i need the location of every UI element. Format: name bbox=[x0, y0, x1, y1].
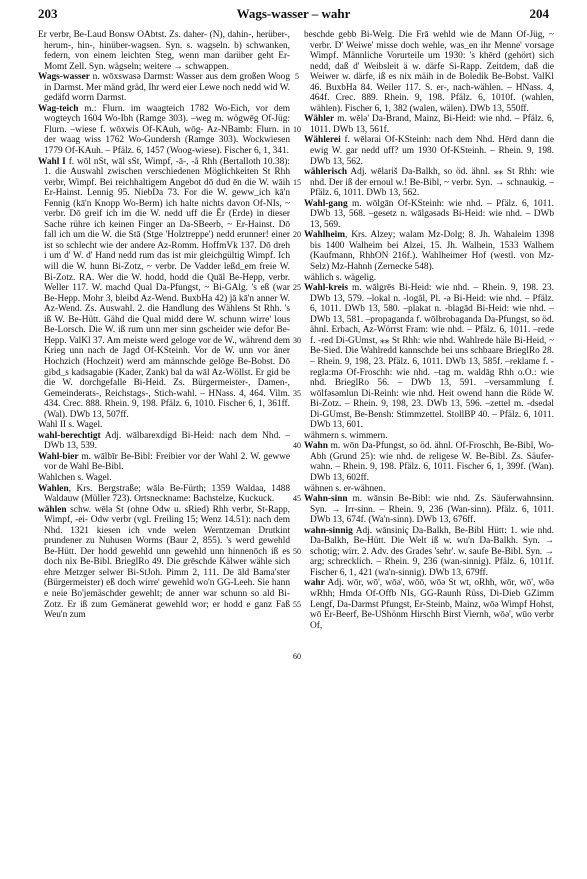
entry-text: Adj. wēlariš Da-Balkh, so öd. ähnl. ⁎⁎ St Rhh: wie nhd. Der iß der ernoul w.! Be-Bibl, ~ verbr. Syn. → schnaukig. – Pfälz. 6, 1011. DWb 13, 562. bbox=[310, 167, 554, 199]
dictionary-entry bbox=[304, 30, 554, 114]
entry-text: m. wālbīr Be-Bibl: Freibier vor der Wahl 2. W. gewwe vor de Wahl Be-Bibl. bbox=[44, 451, 290, 473]
entry-headword: Wahl-kreis bbox=[304, 283, 348, 294]
entry-text: m.: Flurn. im waagteich 1782 Wo-Eich, vor dem wogteych 1604 Wo-Ibh (Ramge 303). –weg m. wögwēg Of-Jüg: Flurn. –wiese f. wōxwis Of-KAuh, wōg- Az-NBamb: Flurn. in der waag wiss 1762 Wo-Gundersh (Ramge 303). Wockwiesen 1779 Of-KAuh. – Pfälz. 6, 1457 (Woog-wiese). Fischer 6, 1, 341. bbox=[44, 103, 290, 157]
entry-text: Adj. wālbarexdigd Bi-Heid: nach dem Nhd. – DWb 13, 539. bbox=[44, 430, 290, 452]
entry-text: m. wēlə' Da-Brand, Mainz, Bi-Heid: wie nhd. – Pfälz. 6, 1011. DWb 13, 561f. bbox=[310, 114, 554, 135]
entry-headword: Wag-teich bbox=[38, 103, 79, 114]
entry-text: m. wālgrēs Bi-Heid: wie nhd. – Rhein. 9, 198. 23. DWb 13, 579. –lokal n. -logāl, Pl. -ə Bi-Heid: wie nhd. – Pfälz. 6, 1011. DWb 13, 580. –plakat n. -blagād Bi-Heid: wie nhd. – DWb 13, 581. –propaganda f. wōlbrobaganda Da-Pfungst, so öd. ähnl. Erbach, Az-Wörrst Fram: wie nhd. – Pfälz. 6, 1011. –rede f. -red Di-GUmst, ⁎⁎ St Rhh: wie nhd. Wahlrede häle Bi-Heid, ~ Be-Sied. Die Wahlredd kannschde bei uns schbaare BrieglRo 28. – Rhein. 9, 198, 23. Pfälz. 6, 1011. DWb 13, 585f. –reklame f. -regla:mə Of-Froschh: wie nhd. –tag m. waldāg Rhh o.O.: wie nhd. BrieglRo 56. – DWb 13, 591. –versammlung f. wōlfəsəmlun Di-Reinh: wie nhd. Heit owend hann die Röde W. Bi-Zotz. – Rhein. 9, 198, 23. DWb 13, 596. –zettel m. -dsedəl Di-GUmst, Be-Bensh: Stimmzettel. StollBP 40. – Pfälz. 6, 1011. DWb 13, 601. bbox=[310, 283, 554, 431]
dictionary-entry bbox=[38, 104, 290, 157]
dictionary-entry bbox=[304, 431, 554, 442]
line-number: 15 bbox=[293, 177, 301, 187]
entry-headword: Wählerei bbox=[304, 135, 341, 146]
entry-text: wähmern s. wimmern. bbox=[304, 430, 388, 441]
entry-headword: Wähler bbox=[304, 114, 335, 125]
running-head: Wags-wasser – wahr bbox=[236, 6, 351, 21]
dictionary-entry bbox=[304, 230, 554, 272]
dictionary-entry bbox=[304, 114, 554, 135]
dictionary-entry bbox=[38, 72, 290, 104]
entry-headword: Wahlheim bbox=[304, 230, 346, 241]
entry-text: n. wōxswasə Darmst: Wasser aus dem großen Woog in Darmst. Mer mänd gräd, Ihr werd eier Lewe noch nedd wid W. gedäfd worrn Darmst. bbox=[44, 72, 290, 104]
entry-text: , Krs. Bergstraße; wālə Be-Fürth; 1359 Waldaa, 1488 Waldauw (Müller 723). Ortsneckname: Bachstelze, Kuckuck. bbox=[44, 483, 290, 505]
dictionary-entry bbox=[38, 452, 290, 473]
entry-headword: wählerisch bbox=[304, 167, 348, 178]
dictionary-entry bbox=[38, 473, 290, 484]
line-number: 25 bbox=[293, 283, 301, 293]
entry-headword: wahn-sinnig bbox=[304, 525, 353, 536]
line-number: 20 bbox=[293, 230, 301, 240]
dictionary-entry bbox=[38, 157, 290, 421]
entry-text: schw. wēlə St (ohne Odw u. sRied) Rhh verbr, St-Rapp, Wimpf, -ei- Odw verbr (vgl. Freiling 15; Wenz 14.51): nach dem Nhd. 1321 kiesen ich vnde welen Werntzeman Drutkint prundener zu Nuhusen Worms (Baur 2, 855). 's werd gewehld Be-Hütt. Der hodd gewehld unn gewehld unn hinnenōch iß es doch nix Be-Bibl. BrieglRo 49. Die grēschde Kälwer wähle sich ehre Metzger selwer Bi-StJoh. Pimm 2, 111. De āld Bama'ster (Bürgermeister) eß doch wirre' gewehld wo'n GG-Leeh. Sie hann e neie Bo'jemäschder gewehlt; de anner war schunn so ald Bi-Zotz. Er iß zum Gemänerat gewehld wor; er hodd e ganz Faß Weu'n zum bbox=[44, 504, 290, 621]
line-number: 30 bbox=[293, 335, 301, 345]
entry-headword: wahl-berechtigt bbox=[38, 430, 101, 441]
line-number: 45 bbox=[293, 494, 301, 504]
entry-text: , Krs. Alzey; walam Mz-Dolg; 8. Jh. Wahaleim 1398 bis 1400 Walheim bei Alzei, 15. Jh. Walhein, 1533 Walhem (Kaufmann, RhhON 216f.). Wahlheimer Hof (westl. von Mz-Selz) Mz-Hahnh (Zernecke 548). bbox=[310, 230, 554, 273]
entry-text: Adj. wānsiniç Da-Balkh, Be-Bibl Hütt: 1. wie nhd. Da-Balkh, Be-Hütt. Die Welt iß w. wu'n Da-Balkh. Syn. → schotig; wirr. 2. Adv. des Grades 'sehr'. w. saufe Be-Bibl. Syn. → arg; schrecklich. – Rhein. 9, 236 (wan-sinnig). Pfälz. 6, 1011f. Fischer 6, 1, 421 (wa'n-sinnig). DWb 13, 679ff. bbox=[310, 525, 554, 578]
entry-headword: Wahl I bbox=[38, 156, 66, 167]
entry-text: f. wēlərai Of-KSteinh: nach dem Nhd. Hērd dann die ewig W. gar nedd uff? um 1930 Of-KSteinh. – Rhein. 9, 198. DWb 13, 562. bbox=[310, 135, 554, 167]
entry-text: m. wānsin Be-Bibl: wie nhd. Zs. Säuferwahnsinn. Syn. → Irr-sinn. – Rhein. 9, 236 (Wan-sinn). Pfälz. 6, 1011. DWb 13, 674f. (Wa'n-sinn). DWb 13, 676ff. bbox=[310, 494, 554, 526]
dictionary-entry bbox=[304, 283, 554, 431]
entry-headword: Wahlen bbox=[38, 483, 69, 494]
line-number: 40 bbox=[293, 441, 301, 451]
dictionary-entry bbox=[304, 273, 554, 284]
dictionary-entry bbox=[38, 484, 290, 505]
line-number: 10 bbox=[293, 124, 301, 134]
dictionary-entry bbox=[38, 30, 290, 72]
dictionary-entry bbox=[304, 135, 554, 167]
right-column bbox=[304, 30, 554, 875]
dictionary-entry bbox=[304, 526, 554, 579]
entry-headword: Wahn-sinn bbox=[304, 494, 348, 505]
dictionary-entry bbox=[304, 494, 554, 526]
entry-headword: Wags-wasser bbox=[38, 72, 90, 83]
page-header bbox=[0, 6, 587, 26]
entry-text: m. wōn Da-Pfungst, so öd. ähnl. Of-Froschh, Be-Bibl, Wo-Abh (Grund 25): wie nhd. de religese W. Be-Bibl. Zs. Säufer-wahn. – Rhein. 9, 198. Pfälz. 6, 1011. Fischer 6, 1, 399f. (Wan). DWb 13, 602ff. bbox=[310, 441, 554, 483]
dictionary-entry bbox=[38, 505, 290, 621]
line-number: 35 bbox=[293, 388, 301, 398]
entry-text: wähnen s. er-wähnen. bbox=[304, 483, 386, 494]
line-number: 60 bbox=[293, 652, 301, 662]
line-number: 50 bbox=[293, 546, 301, 556]
entry-text: wählich s. wägelig. bbox=[304, 272, 377, 283]
entry-headword: wahr bbox=[304, 578, 325, 589]
entry-headword: Wahl-bier bbox=[38, 451, 79, 462]
entry-headword: Wahl-gang bbox=[304, 198, 348, 209]
dictionary-entry bbox=[304, 167, 554, 199]
line-number: 55 bbox=[293, 599, 301, 609]
dictionary-entry bbox=[304, 441, 554, 483]
page-number-left: 203 bbox=[38, 6, 58, 21]
entry-text: Wahlchen s. Wagel. bbox=[38, 472, 112, 483]
entry-text: m. wōlgān Of-KSteinh: wie nhd. – Pfälz. 6, 1011. DWb 13, 568. –gesetz n. wālgəsəds Bi-Heid: wie nhd. – DWb 13, 569. bbox=[310, 198, 554, 230]
dictionary-entry bbox=[304, 199, 554, 231]
line-number: 5 bbox=[295, 72, 299, 82]
entry-text: f. wōl nSt, wāl sSt, Wimpf, -ā-, -å Rhh (Bertalloth 10.38): 1. die Auswahl zwischen verschiedenen Möglichkeiten St Rhh verbr, Wimpf. Bei reichhaltigem Angebot dō dud ēn die W. wāih Er-Hainst. Lennig 95. NiebDa 73. For die W. geww_ich kā'n Fennig (kā'n Knopp Wo-Berm) ich halte nichts davon Of-NIs, ~ verbr. Dō greif ich im die W. nedd uff die Ēr (Erde) in dieser Sache rühre ich keinen Finger an Da-SBeerb, ~ Er-Hainst. Dō fall ich um die W. die Stā (Stge 'Holztreppe') nedd erunner! einer ist so schlecht wie der andere Az-Romm. HoffmVk 137. Dō dreh i um d' W. d' Hand nedd rum das ist mir gleichgültig Wimpf. Ich will die W. hunn Bi-Zotz, ~ verbr. De Vadder leßd_em freie W. Bi-Zotz. RA. Wer die W. hodd, hodd die Quāl Be-Hepp, verbr. Weller 117. W. machd Qual Da-Pfungst, ~ Bi-GAlg. 's eß (war Be-Hepp. Mohr 3, bleibd Az-Wend. BuxbHa 42) jā kā'n anner W. Az-Wend. Zs. Auswahl. 2. die Handlung des Wählens St Rhh. 's iß W. Be-Hütt. Gähd die Qual midd dere W. schunn wirre' lous Be-Lorsch. Die W. iß rum unn mer sinn gscheider wie defor Be-Hepp. ValKl 37. Am meiste werd geloge vor de W., während dem Krieg unn nach de Jagd Of-KSteinh. Vor de W. unn vor äner Hochzich (Hochzeit) werd am männschde gelōge Be-Bobst. Dō gibd_s kadsagabie (Kader, Zank) bal da wāl Az-Wöllst. Er gid be die W. dorchgefalle Bi-Heid. Zs. Bürgermeister-, Damen-, Gemeinderats-, Reichstags-, Stich-wahl. – HNass. 4, 464. Vilm. 434. Crec. 888. Rhein. 9, 198. Pfälz. 6, 1010. Fischer 6, 1, 361ff. (Wal). DWb 13, 507ff. bbox=[44, 156, 290, 420]
entry-text: Er verbr, Be-Laud Bonsw OAbtst. Zs. daher- (N), dahin-, herüber-, herum-, hin-, hinüber-wagsen. Syn. s. wagseln. b) schwanken, federn, von einem leichten Steg, wenn man darüber geht Er-Momt Zell. Syn. wägseln; weitere → schwappen. bbox=[38, 30, 290, 72]
entry-text: beschde gebb Bi-Welg. Die Frā wehld wie de Mann Of-Jüg, ~ verbr. D' Weiwe' misse doch wehle, was_en ihr Menne' vorsage Wimpf. Männliche Vorurteile um 1930: 's khērd (gehört) sich nedd, daß d' Weibsleit ä w. därfe Si-Rapp. Zeitdem, daß die Weiwer w. därfe, iß es nix mäih in de Boledik Be-Bobst. ValKl 46. BuxbHa 84. Weiler 117. S. er-, nach-wählen. – HNass. 4, 464f. Crec. 889. Rhein. 9, 198. Pfälz. 6, 1010f. (wahlen, wählen). Fischer 6, 1, 382 (walen, wälen). DWb 13, 550ff. bbox=[304, 30, 554, 114]
dictionary-entry bbox=[38, 431, 290, 452]
dictionary-entry bbox=[304, 484, 554, 495]
left-column bbox=[38, 30, 290, 875]
entry-headword: wählen bbox=[38, 504, 67, 515]
entry-text: Wahl II s. Wagel. bbox=[38, 420, 103, 431]
dictionary-entry bbox=[38, 420, 290, 431]
entry-headword: Wahn bbox=[304, 441, 328, 452]
dictionary-entry bbox=[304, 578, 554, 631]
page-number-right: 204 bbox=[529, 6, 549, 21]
entry-text: Adj. wōr, wō', wōə', wōō, wōə St wt, oRhh, wōr, wō', wōə wRhh; Hmda Of-Offb NIs, GG-Raunh Rüss, Di-Dieb GZimm Lengf, Da-Darmst Pfungst, Er-Steinb, Mainz, wōə Wimpf Hohst, wō Er-Beerf, Be-UShönm Hirschh Birst Viernh, wōə', wūo verbr Of, bbox=[310, 578, 554, 631]
